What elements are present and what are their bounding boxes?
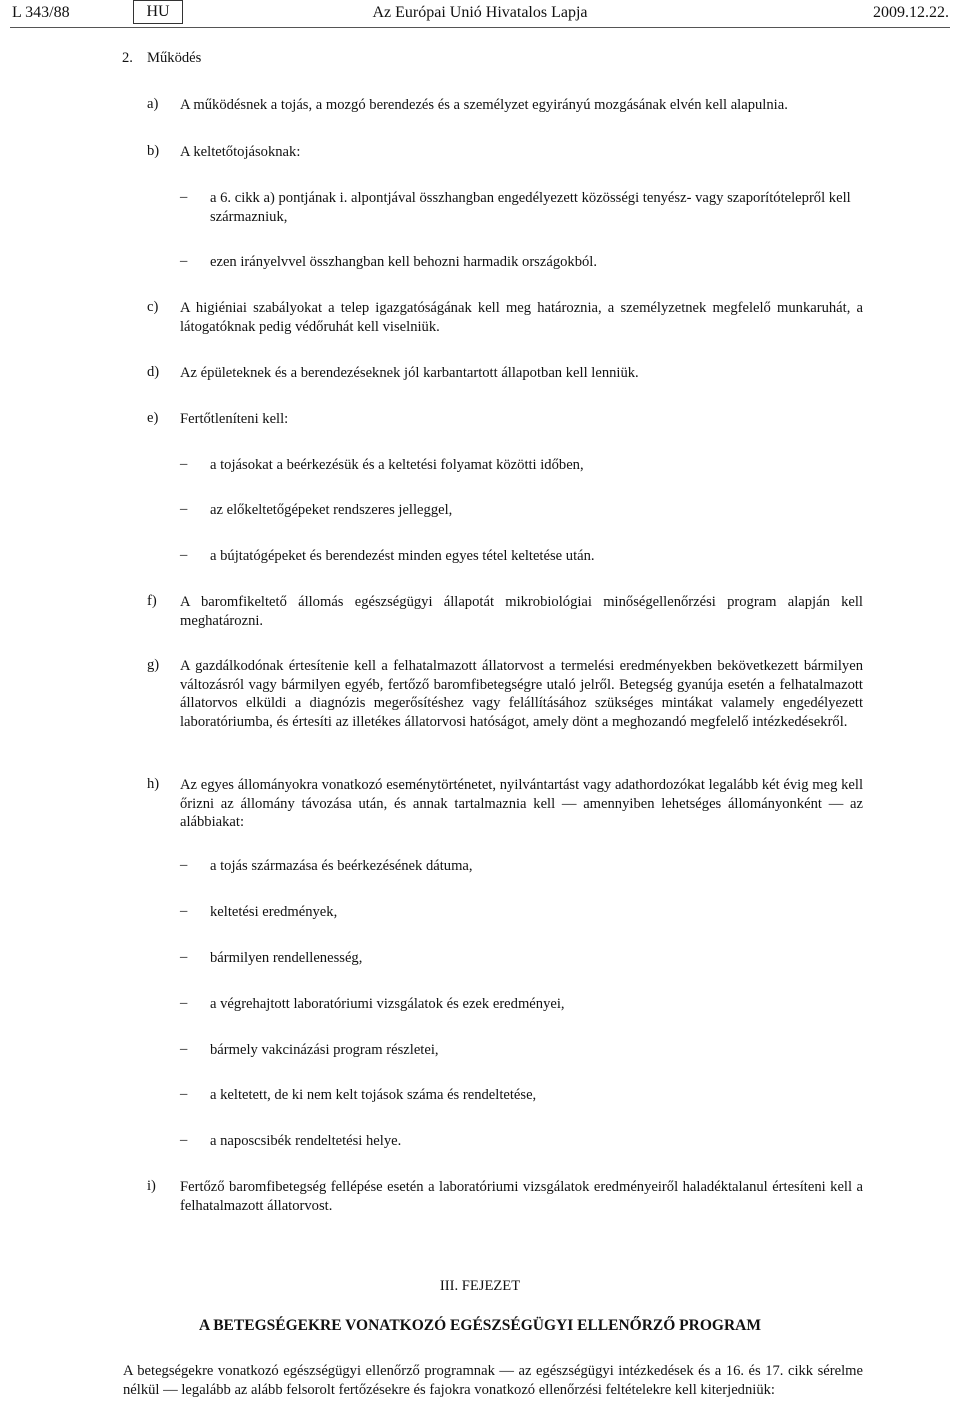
chapter-number: III. FEJEZET: [439, 1278, 521, 1294]
item-h-text: Az egyes állományokra vonatkozó eseménytörténetet, nyilvántartást vagy adathordozókat legalább két évig meg kell őrizni az állomány távozása után, és annak tartalmaznia kell — amennyiben lehetséges állományonként — az alábbiakat:: [180, 777, 863, 830]
dash-marker: –: [180, 253, 188, 269]
chapter-intro: A betegségekre vonatkozó egészségügyi ellenőrző programnak — az egészségügyi intézkedések és a 16. és 17. cikk sérelme nélkül — legalább az alább felsorolt fertőzésekre és fajokra vonatkozó ellenőrzési feltételekre kell kiterjedniük:: [123, 1363, 863, 1398]
dash-marker: –: [180, 547, 188, 563]
item-c-text: A higiéniai szabályokat a telep igazgatóságának kell meg határoznia, a személyzetnek megfelelő munkaruhát, a látogatóknak pedig védőruhát kell viselniük.: [180, 300, 863, 335]
item-h-bullet-1: a tojás származása és beérkezésének dátuma,: [210, 858, 473, 874]
item-d-label: d): [147, 364, 160, 380]
item-i-text: Fertőző baromfibetegség fellépése esetén a laboratóriumi vizsgálatok eredményeiről haladéktalanul értesíteni kell a felhatalmazott állatorvost.: [180, 1179, 863, 1214]
item-h-bullet-2: keltetési eredmények,: [210, 904, 338, 920]
item-h-bullet-6: a keltetett, de ki nem kelt tojások száma és rendeltetése,: [210, 1087, 537, 1103]
dash-marker: –: [180, 1086, 188, 1102]
language-badge: HU: [133, 0, 183, 24]
section-number: 2.: [122, 50, 133, 66]
dash-marker: –: [180, 1132, 188, 1148]
item-b-bullet-1: a 6. cikk a) pontjának i. alpontjával összhangban engedélyezett közösségi tenyész- vagy szaporítótelepről kell származniuk,: [210, 190, 851, 225]
dash-marker: –: [180, 903, 188, 919]
chapter-title: A BETEGSÉGEKRE VONATKOZÓ EGÉSZSÉGÜGYI ELLENŐRZŐ PROGRAM: [199, 1317, 761, 1334]
item-c-label: c): [147, 299, 159, 315]
journal-title: Az Európai Unió Hivatalos Lapja: [372, 4, 588, 21]
item-h-bullet-3: bármilyen rendellenesség,: [210, 950, 363, 966]
item-d-text: Az épületeknek és a berendezéseknek jól karbantartott állapotban kell lenniük.: [180, 365, 639, 381]
dash-marker: –: [180, 501, 188, 517]
item-b-label: b): [147, 143, 160, 159]
page-reference: L 343/88: [12, 4, 70, 21]
dash-marker: –: [180, 949, 188, 965]
dash-marker: –: [180, 456, 188, 472]
item-e-bullet-1: a tojásokat a beérkezésük és a keltetési folyamat közötti időben,: [210, 457, 584, 473]
item-g-label: g): [147, 657, 160, 673]
item-a-label: a): [147, 96, 159, 112]
item-f-label: f): [147, 593, 157, 609]
item-h-bullet-7: a naposcsibék rendeltetési helye.: [210, 1133, 402, 1149]
dash-marker: –: [180, 857, 188, 873]
dash-marker: –: [180, 995, 188, 1011]
item-e-bullet-3: a bújtatógépeket és berendezést minden egyes tétel keltetése után.: [210, 548, 595, 564]
item-b-text: A keltetőtojásoknak:: [180, 144, 301, 160]
item-e-text: Fertőtleníteni kell:: [180, 411, 289, 427]
dash-marker: –: [180, 189, 188, 205]
item-f-text: A baromfikeltető állomás egészségügyi állapotát mikrobiológiai minőségellenőrzési program alapján kell meghatározni.: [180, 594, 863, 629]
dash-marker: –: [180, 1041, 188, 1057]
publication-date: 2009.12.22.: [873, 4, 949, 21]
item-i-label: i): [147, 1178, 156, 1194]
item-b-bullet-2: ezen irányelvvel összhangban kell behozni harmadik országokból.: [210, 254, 598, 270]
item-h-bullet-5: bármely vakcinázási program részletei,: [210, 1042, 439, 1058]
item-h-label: h): [147, 776, 160, 792]
item-a-text: A működésnek a tojás, a mozgó berendezés és a személyzet egyirányú mozgásának elvén kell alapulnia.: [180, 97, 788, 113]
header-divider: [10, 27, 950, 28]
item-e-label: e): [147, 410, 159, 426]
item-e-bullet-2: az előkeltetőgépeket rendszeres jelleggel,: [210, 502, 453, 518]
section-title: Működés: [147, 50, 202, 66]
item-g-text: A gazdálkodónak értesítenie kell a felhatalmazott állatorvost a termelési eredményekben bekövetkezett bármilyen változásról vagy bármilyen egyéb, fertőző baromfibetegségre utaló jelről. Betegség gyanúja esetén a felhatalmazott állatorvos elküldi a diagnózis megerősítéshez vagy felállításához szükséges mintákat valamely engedélyezett laboratóriumba, és értesíti az illetékes állatorvosi hatóságot, amely dönt a meghozandó megfelelő intézkedésekről.: [180, 658, 863, 730]
item-h-bullet-4: a végrehajtott laboratóriumi vizsgálatok és ezek eredményei,: [210, 996, 565, 1012]
